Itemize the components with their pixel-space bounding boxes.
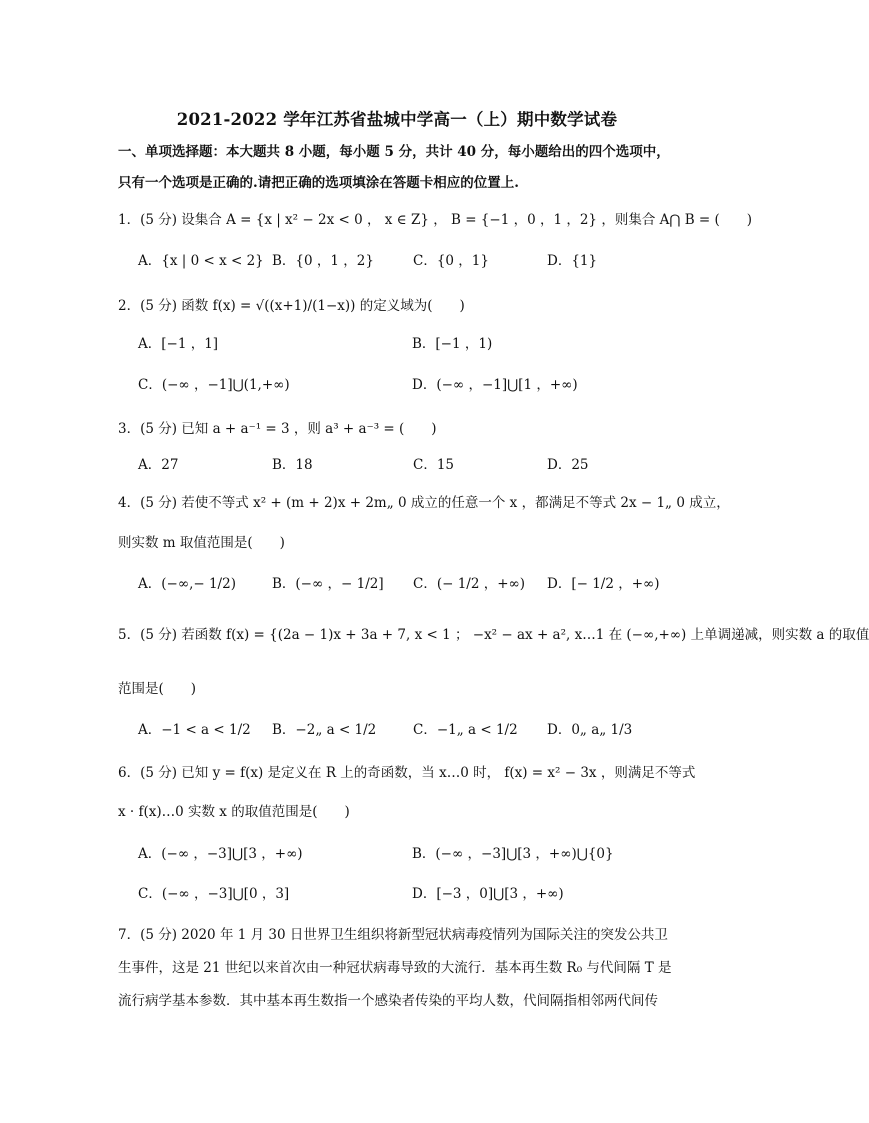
question-5-stem-line-2: 范围是( ) <box>118 681 197 697</box>
question-6-option-b: B．(−∞ ，−3]⋃[3 ，+∞)⋃{0} <box>412 846 614 862</box>
question-5-option-b: B．−2„ a < 1/2 <box>272 722 377 738</box>
question-4-stem-line-2: 则实数 m 取值范围是( ) <box>118 535 285 551</box>
question-3-option-b: B．18 <box>272 457 313 473</box>
question-3-option-a: A．27 <box>138 457 179 473</box>
section-instruction-line-2: 只有一个选项是正确的.请把正确的选项填涂在答题卡相应的位置上. <box>118 175 519 191</box>
question-2-option-c: C．(−∞ ，−1]⋃(1,+∞) <box>138 377 290 393</box>
question-5-option-c: C．−1„ a < 1/2 <box>413 722 518 738</box>
question-6-option-a: A．(−∞ ，−3]⋃[3 ，+∞) <box>138 846 303 862</box>
question-7-stem-line-1: 7．(5 分) 2020 年 1 月 30 日世界卫生组织将新型冠状病毒疫情列为国际关注的突发公共卫 <box>118 927 668 943</box>
question-3-stem: 3．(5 分) 已知 a + a⁻¹ = 3 ，则 a³ + a⁻³ = ( ) <box>118 421 437 437</box>
question-4-option-a: A．(−∞,− 1/2) <box>138 576 236 592</box>
question-6-option-d: D．[−3 ，0]⋃[3 ，+∞) <box>412 886 564 902</box>
question-7-stem-line-3: 流行病学基本参数．其中基本再生数指一个感染者传染的平均人数，代间隔指相邻两代间传 <box>118 993 658 1009</box>
question-2-stem: 2．(5 分) 函数 f(x) = √((x+1)/(1−x)) 的定义域为( ) <box>118 298 465 314</box>
question-5-stem-line-1: 5．(5 分) 若函数 f(x) = {(2a − 1)x + 3a + 7, x < 1 ； −x² − ax + a², x…1 在 (−∞,+∞) 上单调递减，则实数 a 的取值 <box>118 627 869 643</box>
question-4-option-b: B．(−∞ ，− 1/2] <box>272 576 384 592</box>
question-2-option-b: B．[−1 ，1) <box>412 336 493 352</box>
question-2-option-a: A．[−1 ，1] <box>138 336 219 352</box>
question-6-option-c: C．(−∞ ，−3]⋃[0 ，3] <box>138 886 290 902</box>
section-instruction-line-1: 一、单项选择题：本大题共 8 小题，每小题 5 分，共计 40 分，每小题给出的四个选项中， <box>118 144 670 160</box>
question-4-option-d: D．[− 1/2 ，+∞) <box>547 576 660 592</box>
question-1-stem: 1．(5 分) 设集合 A = {x | x² − 2x < 0 ， x ∈ Z} ， B = {−1 ，0 ，1 ，2} ，则集合 A⋂ B = ( ) <box>118 212 753 228</box>
question-4-option-c: C．(− 1/2 ，+∞) <box>413 576 526 592</box>
question-1-option-d: D．{1} <box>547 253 598 269</box>
question-5-option-d: D．0„ a„ 1/3 <box>547 722 633 738</box>
question-2-option-d: D．(−∞ ，−1]⋃[1 ，+∞) <box>412 377 578 393</box>
question-3-option-d: D．25 <box>547 457 589 473</box>
question-1-option-b: B．{0 ，1 ，2} <box>272 253 374 269</box>
question-6-stem-line-1: 6．(5 分) 已知 y = f(x) 是定义在 R 上的奇函数，当 x…0 时， f(x) = x² − 3x ，则满足不等式 <box>118 765 696 781</box>
question-1-option-c: C．{0 ，1} <box>413 253 489 269</box>
question-4-stem-line-1: 4．(5 分) 若使不等式 x² + (m + 2)x + 2m„ 0 成立的任意一个 x ，都满足不等式 2x − 1„ 0 成立， <box>118 495 730 511</box>
question-1-option-a: A．{x | 0 < x < 2} <box>138 253 264 269</box>
question-7-stem-line-2: 生事件，这是 21 世纪以来首次由一种冠状病毒导致的大流行．基本再生数 R₀ 与代间隔 T 是 <box>118 960 672 976</box>
question-5-option-a: A．−1 < a < 1/2 <box>138 722 251 738</box>
question-3-option-c: C．15 <box>413 457 455 473</box>
question-6-stem-line-2: x · f(x)…0 实数 x 的取值范围是( ) <box>118 804 350 820</box>
exam-title: 2021-2022 学年江苏省盐城中学高一（上）期中数学试卷 <box>176 110 618 129</box>
